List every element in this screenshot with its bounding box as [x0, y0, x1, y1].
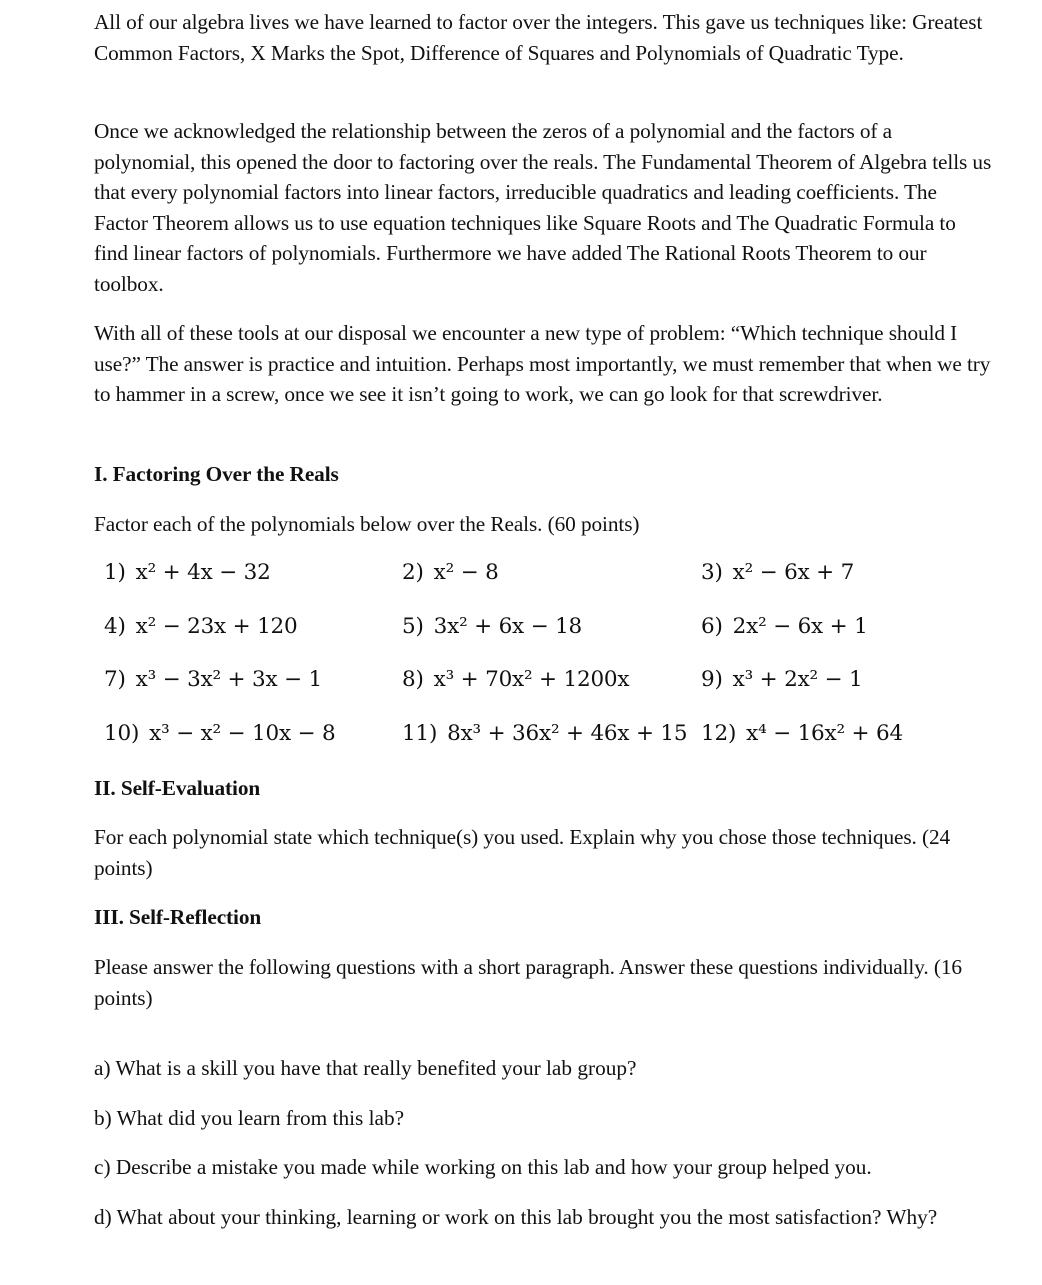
- section-3-instructions: Please answer the following questions with a short paragraph. Answer these questions individually. (16 points): [94, 955, 962, 1010]
- intro-paragraph-3: With all of these tools at our disposal we encounter a new type of problem: “Which technique should I use?” The answer is practice and intuition. Perhaps most importantly, we must remember that when we try to hammer in a screw, once we see it isn’t going to work, we can go look for that screwdriver.: [94, 321, 991, 406]
- problem-7: 7) x³ − 3x² + 3x − 1: [104, 667, 322, 692]
- problem-12: 12) x⁴ − 16x² + 64: [701, 721, 903, 746]
- problem-6: 6) 2x² − 6x + 1: [701, 614, 868, 639]
- intro-paragraph-1: All of our algebra lives we have learned to factor over the integers. This gave us techniques like: Greatest Common Factors, X Marks the Spot, Difference of Squares and Polynomials of Quadratic Type.: [94, 10, 983, 65]
- intro-paragraph-2: Once we acknowledged the relationship between the zeros of a polynomial and the factors of a polynomial, this opened the door to factoring over the reals. The Fundamental Theorem of Algebra tells us that every polynomial factors into linear factors, irreducible quadratics and leading coefficients. The Factor Theorem allows us to use equation techniques like Square Roots and The Quadratic Formula to find linear factors of polynomials. Furthermore we have added The Rational Roots Theorem to our toolbox.: [94, 119, 992, 296]
- reflection-question-b: b) What did you learn from this lab?: [94, 1106, 405, 1131]
- reflection-question-c: c) Describe a mistake you made while working on this lab and how your group helped you.: [94, 1155, 872, 1180]
- problem-11: 11) 8x³ + 36x² + 46x + 15: [402, 721, 688, 746]
- problem-2: 2) x² − 8: [402, 560, 499, 585]
- section-3-heading: III. Self-Reflection: [94, 905, 262, 929]
- problem-9: 9) x³ + 2x² − 1: [701, 667, 863, 692]
- reflection-question-d: d) What about your thinking, learning or work on this lab brought you the most satisfaction? Why?: [94, 1205, 938, 1230]
- section-2-heading: II. Self-Evaluation: [94, 776, 261, 800]
- problem-8: 8) x³ + 70x² + 1200x: [402, 667, 630, 692]
- problem-1: 1) x² + 4x − 32: [104, 560, 271, 585]
- problem-5: 5) 3x² + 6x − 18: [402, 614, 583, 639]
- section-2-instructions: For each polynomial state which technique(s) you used. Explain why you chose those techniques. (24 points): [94, 825, 951, 880]
- problem-10: 10) x³ − x² − 10x − 8: [104, 721, 336, 746]
- problem-3: 3) x² − 6x + 7: [701, 560, 855, 585]
- problem-4: 4) x² − 23x + 120: [104, 614, 298, 639]
- reflection-question-a: a) What is a skill you have that really benefited your lab group?: [94, 1056, 637, 1081]
- section-1-heading: I. Factoring Over the Reals: [94, 462, 339, 486]
- section-1-instructions: Factor each of the polynomials below over the Reals. (60 points): [94, 512, 640, 536]
